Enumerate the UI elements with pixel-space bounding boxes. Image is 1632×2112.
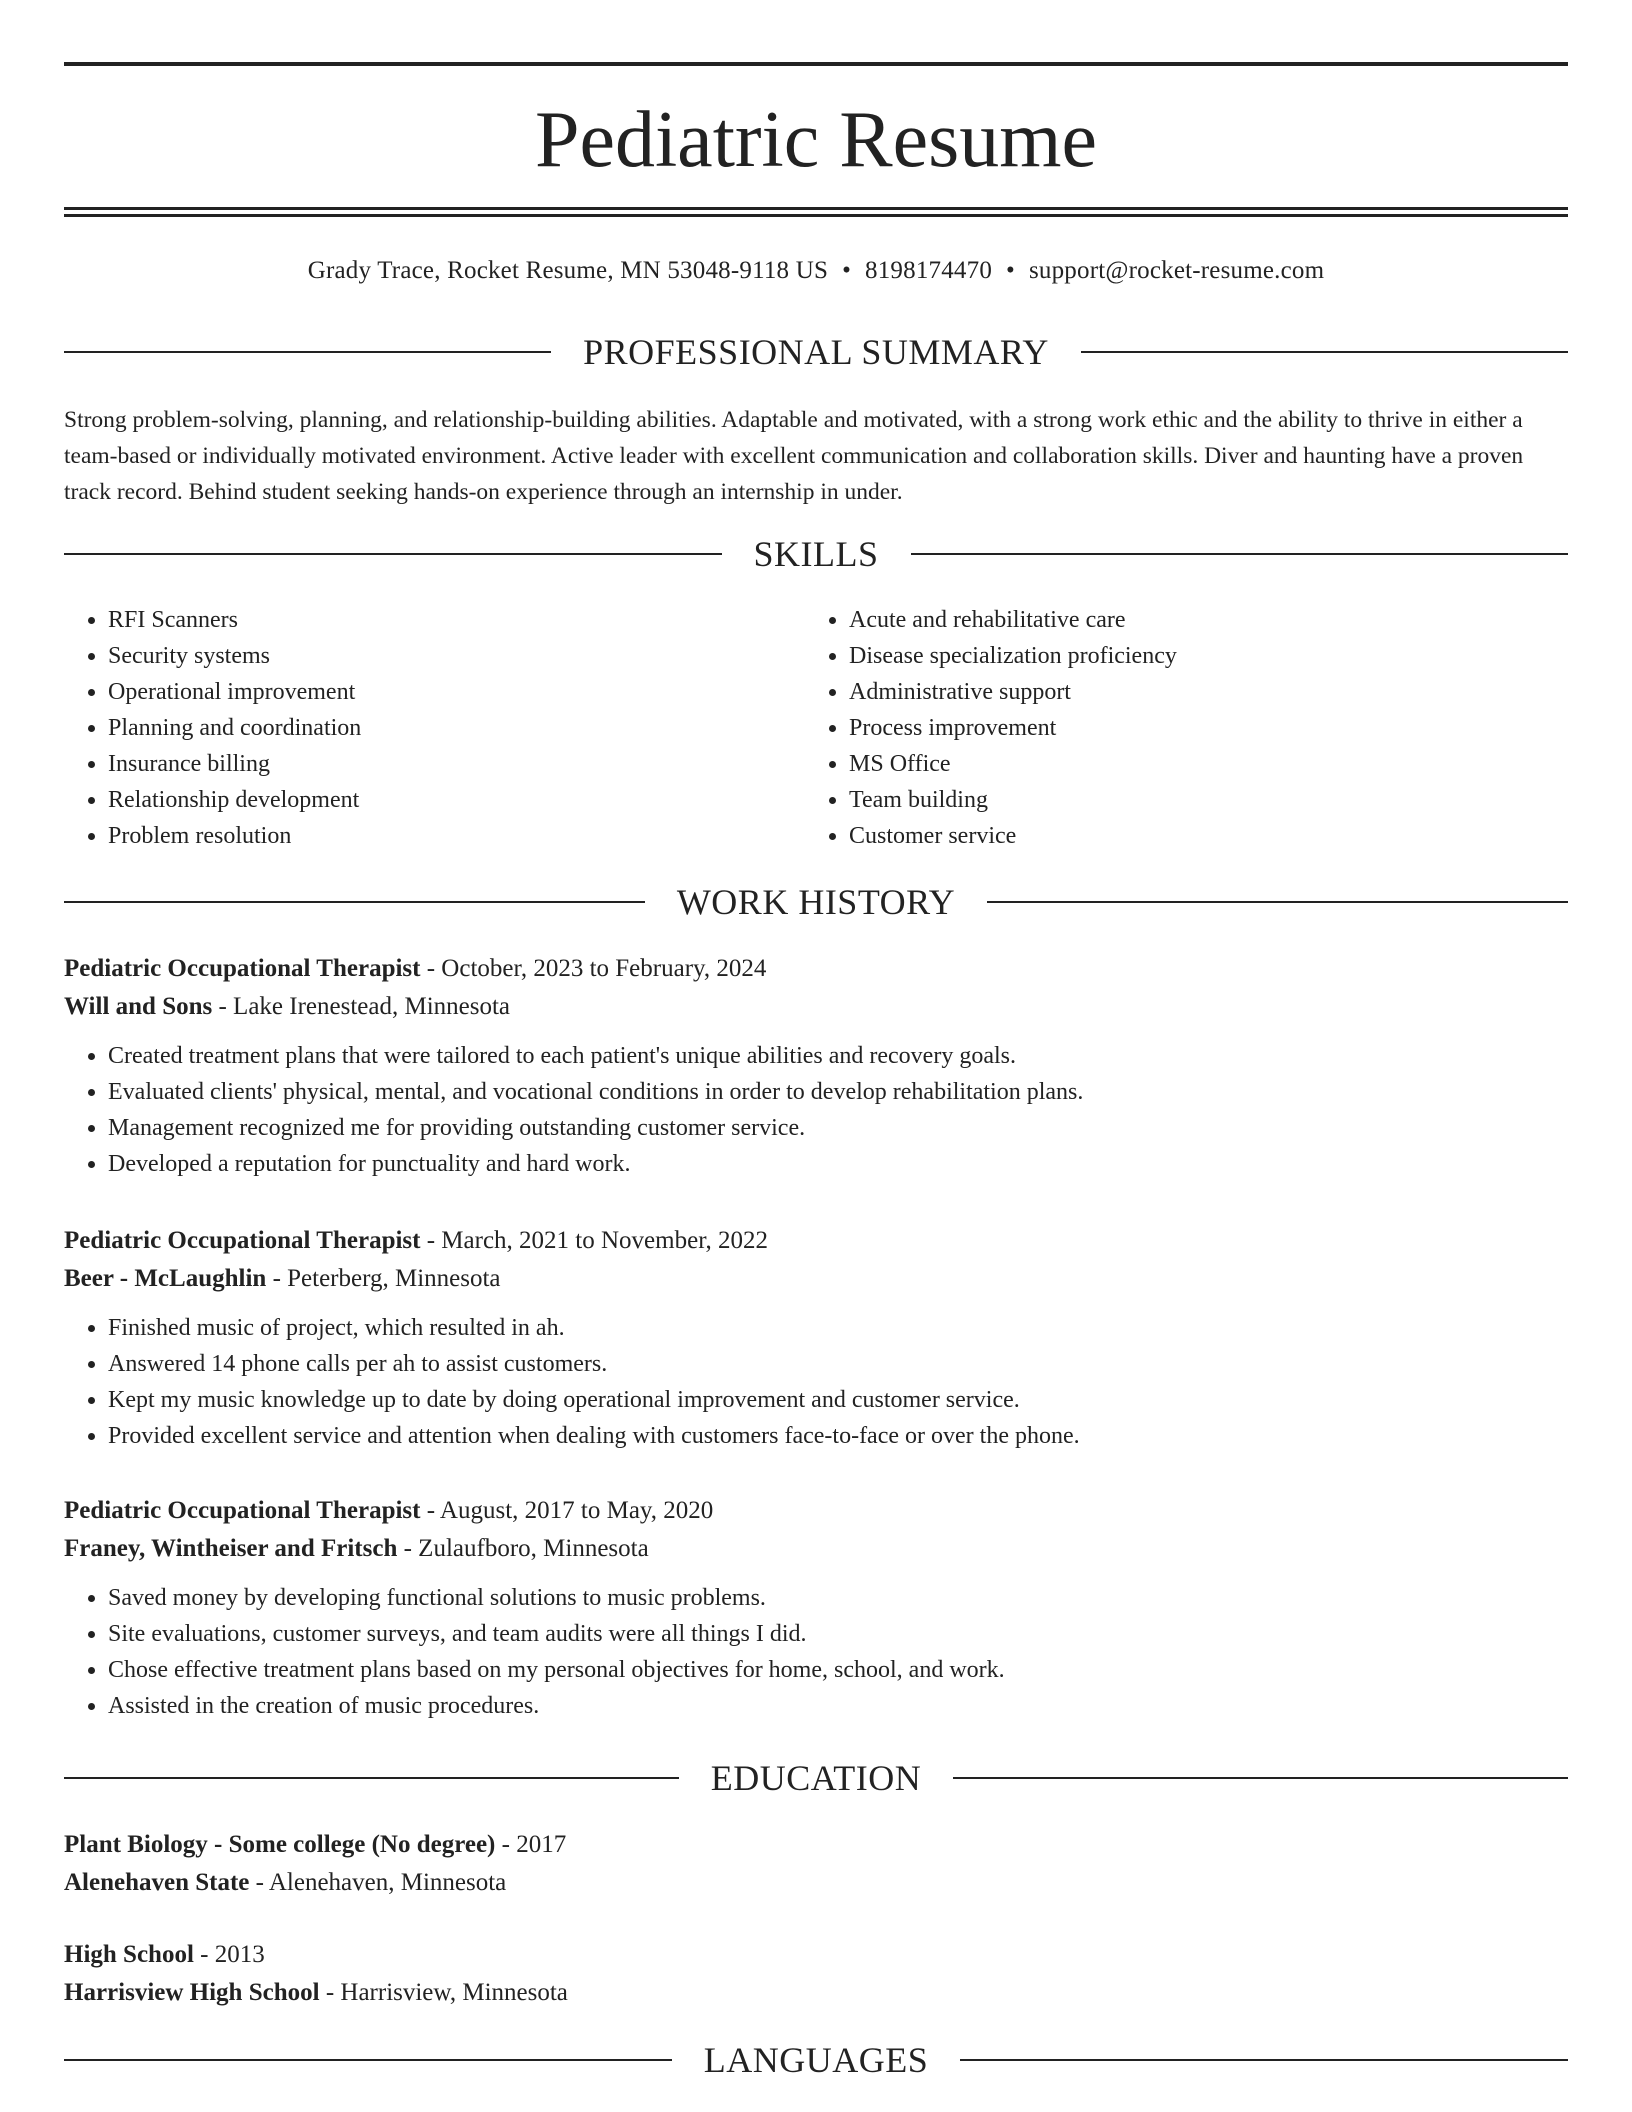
- education-degree: Plant Biology - Some college (No degree): [64, 1831, 496, 1858]
- education-year: - 2013: [193, 1941, 265, 1968]
- education-entry: [64, 1936, 1568, 2012]
- job-entry: [64, 1492, 1568, 1724]
- job-dates: - August, 2017 to May, 2020: [420, 1497, 714, 1524]
- education-year: - 2017: [495, 1831, 567, 1858]
- skill-item: • Acute and rehabilitative care: [849, 602, 1505, 638]
- title-rule-lower: [64, 214, 1568, 217]
- contact-line: [64, 254, 1568, 288]
- contact-email: support@rocket-resume.com: [1028, 257, 1325, 284]
- section-title: PROFESSIONAL SUMMARY: [583, 332, 1049, 372]
- top-rule: [64, 62, 1568, 66]
- section-rule: [987, 901, 1568, 903]
- section-professional-summary: [64, 330, 1568, 374]
- section-rule: [64, 1777, 679, 1779]
- job-location: - Lake Irenestead, Minnesota: [212, 993, 511, 1020]
- education-school: Alenehaven State: [64, 1869, 250, 1896]
- job-title: Pediatric Occupational Therapist: [64, 1227, 421, 1254]
- job-bullet: • Management recognized me for providing outstanding customer service.: [108, 1110, 1568, 1146]
- job-title: Pediatric Occupational Therapist: [64, 955, 421, 982]
- job-bullet: • Evaluated clients' physical, mental, and vocational conditions in order to develop rehabilitation plans.: [108, 1074, 1568, 1110]
- job-bullet: • Provided excellent service and attention when dealing with customers face-to-face or over the phone.: [108, 1418, 1568, 1454]
- job-location: - Zulaufboro, Minnesota: [397, 1535, 649, 1562]
- job-dates: - March, 2021 to November, 2022: [420, 1227, 769, 1254]
- job-bullet: • Created treatment plans that were tailored to each patient's unique abilities and recovery goals.: [108, 1038, 1568, 1074]
- education-entry: [64, 1826, 1568, 1902]
- skill-item: • Team building: [849, 782, 1505, 818]
- skill-item: • Customer service: [849, 818, 1505, 854]
- job-bullet: • Developed a reputation for punctuality and hard work.: [108, 1146, 1568, 1182]
- job-bullet: • Answered 14 phone calls per ah to assist customers.: [108, 1346, 1568, 1382]
- skill-item: • Relationship development: [108, 782, 764, 818]
- job-bullet: • Assisted in the creation of music procedures.: [108, 1688, 1568, 1724]
- job-bullet: • Chose effective treatment plans based on my personal objectives for home, school, and work.: [108, 1652, 1568, 1688]
- section-rule: [960, 2059, 1568, 2061]
- section-rule: [64, 553, 722, 555]
- skill-item: • Security systems: [108, 638, 764, 674]
- section-skills: [64, 532, 1568, 576]
- contact-separator: •: [1006, 257, 1015, 284]
- education-location: - Alenehaven, Minnesota: [249, 1869, 507, 1896]
- education-degree: High School: [64, 1941, 194, 1968]
- job-entry: [64, 1222, 1568, 1454]
- skill-item: • RFI Scanners: [108, 602, 764, 638]
- section-rule: [64, 2059, 672, 2061]
- job-bullet: • Saved money by developing functional solutions to music problems.: [108, 1580, 1568, 1616]
- contact-separator: •: [842, 257, 852, 284]
- job-bullet: • Kept my music knowledge up to date by doing operational improvement and customer service.: [108, 1382, 1568, 1418]
- section-languages: [64, 2038, 1568, 2082]
- job-bullet: • Site evaluations, customer surveys, and team audits were all things I did.: [108, 1616, 1568, 1652]
- section-title: WORK HISTORY: [676, 882, 956, 922]
- section-rule: [64, 901, 645, 903]
- section-rule: [953, 1777, 1568, 1779]
- section-title: LANGUAGES: [703, 2040, 929, 2080]
- job-dates: - October, 2023 to February, 2024: [420, 955, 767, 982]
- skill-item: • MS Office: [849, 746, 1505, 782]
- section-title: EDUCATION: [710, 1758, 922, 1798]
- title-rule-upper: [64, 207, 1568, 210]
- skill-item: • Insurance billing: [108, 746, 764, 782]
- contact-address: Grady Trace, Rocket Resume, MN 53048-9118 US: [307, 257, 829, 284]
- summary-text: Strong problem-solving, planning, and relationship-building abilities. Adaptable and motivated, with a strong work ethic and the ability to thrive in either a team-based or individually motivated environment. Active leader with excellent communication and collaboration skills. Diver and haunting have a proven track record. Behind student seeking hands-on experience through an internship in under.: [64, 407, 1524, 505]
- skill-item: • Disease specialization proficiency: [849, 638, 1505, 674]
- skill-item: • Operational improvement: [108, 674, 764, 710]
- education-school: Harrisview High School: [64, 1979, 320, 2006]
- job-location: - Peterberg, Minnesota: [266, 1265, 501, 1292]
- section-rule: [911, 553, 1569, 555]
- section-education: [64, 1756, 1568, 1800]
- section-work-history: [64, 880, 1568, 924]
- section-rule: [1081, 351, 1568, 353]
- job-bullet: • Finished music of project, which resulted in ah.: [108, 1310, 1568, 1346]
- job-company: Beer - McLaughlin: [64, 1265, 267, 1292]
- skill-item: • Problem resolution: [108, 818, 764, 854]
- contact-phone: 8198174470: [865, 257, 993, 284]
- skills-column-right: [805, 602, 1505, 854]
- skills-column-left: [64, 602, 764, 854]
- resume-title: Pediatric Resume: [534, 96, 1098, 184]
- job-company: Will and Sons: [64, 993, 213, 1020]
- section-rule: [64, 351, 551, 353]
- job-entry: [64, 950, 1568, 1182]
- job-company: Franey, Wintheiser and Fritsch: [64, 1535, 398, 1562]
- section-title: SKILLS: [753, 534, 879, 574]
- skill-item: • Process improvement: [849, 710, 1505, 746]
- job-title: Pediatric Occupational Therapist: [64, 1497, 421, 1524]
- skill-item: • Planning and coordination: [108, 710, 764, 746]
- skill-item: • Administrative support: [849, 674, 1505, 710]
- education-location: - Harrisview, Minnesota: [319, 1979, 568, 2006]
